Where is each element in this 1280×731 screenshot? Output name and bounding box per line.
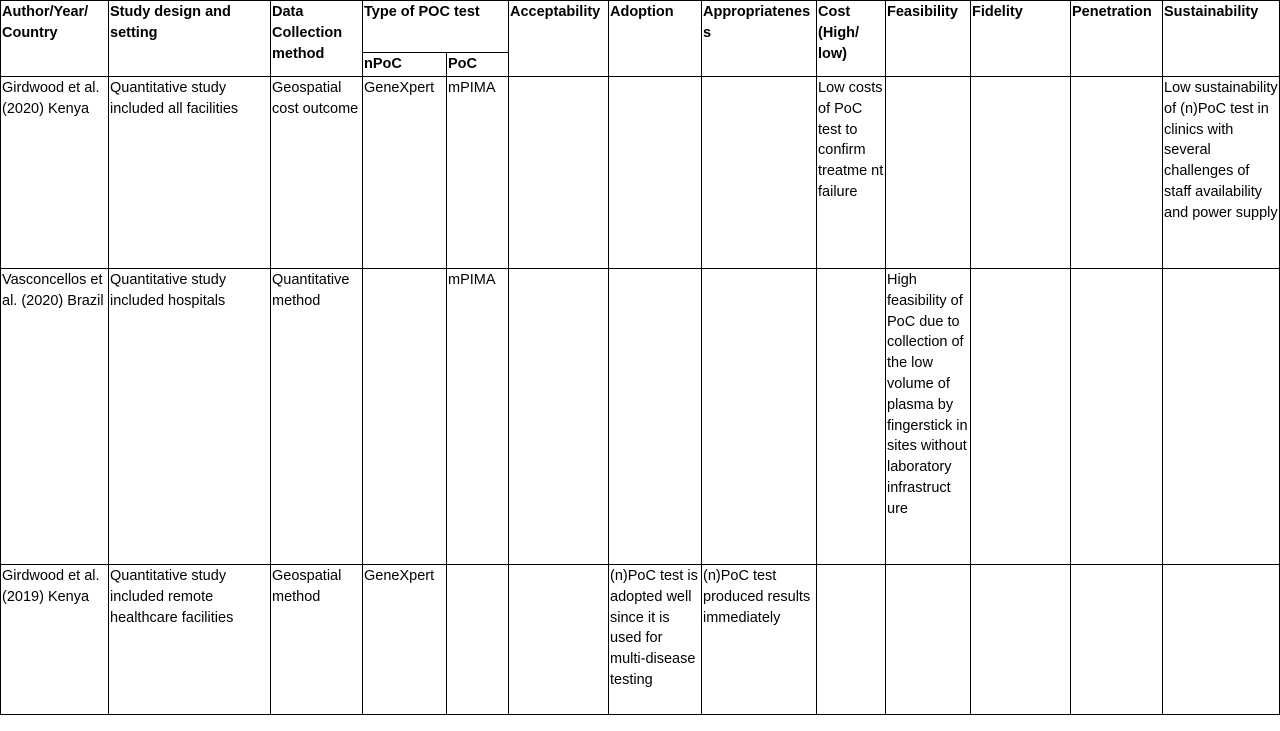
header-author: Author/Year/ Country xyxy=(1,1,109,77)
cell-cost xyxy=(817,269,886,565)
cell-cost: Low costs of PoC test to confirm treatme nt failure xyxy=(817,77,886,269)
cell-study-design: Quantitative study included remote healthcare facilities xyxy=(109,565,271,715)
cell-study-design: Quantitative study included all facilities xyxy=(109,77,271,269)
cell-penetration xyxy=(1071,565,1163,715)
cell-npoc: GeneXpert xyxy=(363,565,447,715)
cell-author: Girdwood et al. (2019) Kenya xyxy=(1,565,109,715)
header-study-design: Study design and setting xyxy=(109,1,271,77)
cell-data-collection-method: Geospatial cost outcome xyxy=(271,77,363,269)
header-appropriateness: Appropriatenes s xyxy=(702,1,817,77)
cell-poc: mPIMA xyxy=(447,269,509,565)
table-row xyxy=(1,77,1280,269)
cell-appropriateness xyxy=(702,77,817,269)
cell-penetration xyxy=(1071,269,1163,565)
cell-npoc: GeneXpert xyxy=(363,77,447,269)
cell-acceptability xyxy=(509,269,609,565)
cell-adoption xyxy=(609,269,702,565)
header-fidelity: Fidelity xyxy=(971,1,1071,77)
cell-penetration xyxy=(1071,77,1163,269)
header-sustainability: Sustainability xyxy=(1163,1,1280,77)
header-poc: PoC xyxy=(447,53,509,77)
cell-acceptability xyxy=(509,77,609,269)
cell-feasibility xyxy=(886,565,971,715)
cell-study-design: Quantitative study included hospitals xyxy=(109,269,271,565)
header-acceptability: Acceptability xyxy=(509,1,609,77)
cell-appropriateness xyxy=(702,269,817,565)
header-adoption: Adoption xyxy=(609,1,702,77)
cell-adoption: (n)PoC test is adopted well since it is used for multi-disease testing xyxy=(609,565,702,715)
cell-sustainability: Low sustainability of (n)PoC test in clinics with several challenges of staff availability and power supply xyxy=(1163,77,1280,269)
cell-fidelity xyxy=(971,77,1071,269)
cell-feasibility xyxy=(886,77,971,269)
cell-sustainability xyxy=(1163,269,1280,565)
cell-data-collection-method: Quantitative method xyxy=(271,269,363,565)
cell-cost xyxy=(817,565,886,715)
header-feasibility: Feasibility xyxy=(886,1,971,77)
cell-acceptability xyxy=(509,565,609,715)
cell-data-collection-method: Geospatial method xyxy=(271,565,363,715)
cell-feasibility: High feasibility of PoC due to collection of the low volume of plasma by fingerstick in sites without laboratory infrastruct ure xyxy=(886,269,971,565)
cell-adoption xyxy=(609,77,702,269)
header-poc-type: Type of POC test xyxy=(363,1,509,53)
cell-poc: mPIMA xyxy=(447,77,509,269)
cell-sustainability xyxy=(1163,565,1280,715)
cell-author: Girdwood et al. (2020) Kenya xyxy=(1,77,109,269)
table-row xyxy=(1,565,1280,715)
cell-fidelity xyxy=(971,269,1071,565)
cell-author: Vasconcellos et al. (2020) Brazil xyxy=(1,269,109,565)
table-row xyxy=(1,269,1280,565)
header-row xyxy=(1,1,1280,53)
cell-appropriateness: (n)PoC test produced results immediately xyxy=(702,565,817,715)
header-cost: Cost (High/ low) xyxy=(817,1,886,77)
header-penetration: Penetration xyxy=(1071,1,1163,77)
header-npoc: nPoC xyxy=(363,53,447,77)
cell-poc xyxy=(447,565,509,715)
cell-fidelity xyxy=(971,565,1071,715)
cell-npoc xyxy=(363,269,447,565)
header-data-collection-method: Data Collection method xyxy=(271,1,363,77)
